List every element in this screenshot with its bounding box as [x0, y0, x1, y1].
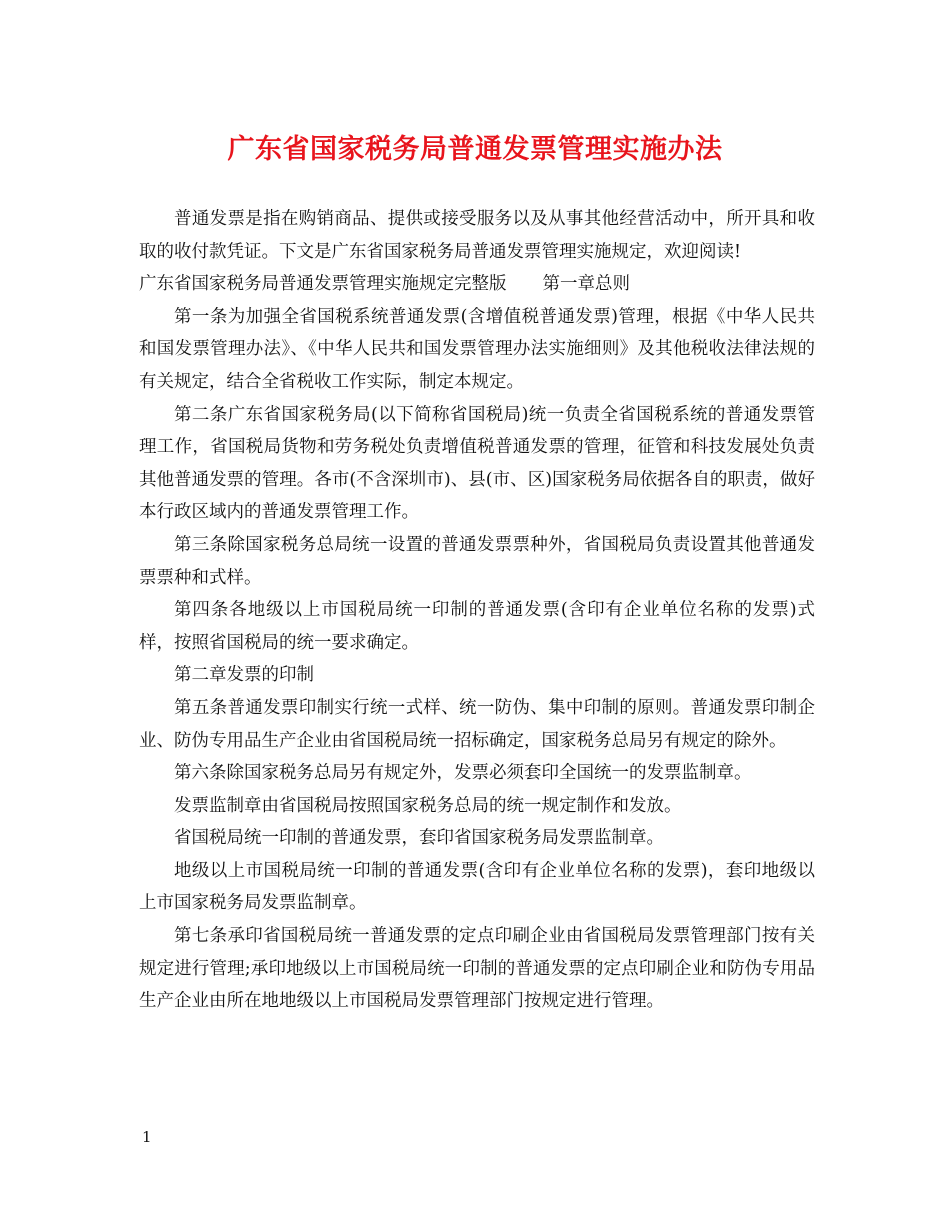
article-paragraph: 地级以上市国税局统一印制的普通发票(含印有企业单位名称的发票)，套印地级以上市国家税务局发票监制章。	[139, 860, 815, 914]
intro-text: 普通发票是指在购销商品、提供或接受服务以及从事其他经营活动中，所开具和收取的收付款凭证。下文是广东省国家税务局普通发票管理实施规定，欢迎阅读!	[139, 209, 815, 262]
subtitle-line	[139, 268, 815, 301]
article-paragraph: 第四条各地级以上市国税局统一印制的普通发票(含印有企业单位名称的发票)式样，按照省国税局的统一要求确定。	[139, 600, 815, 653]
page-number: 1	[142, 1128, 152, 1146]
article-paragraph: 第二条广东省国家税务局(以下简称省国税局)统一负责全省国税系统的普通发票管理工作，省国税局货物和劳务税处负责增值税普通发票的管理，征管和科技发展处负责其他普通发票的管理。各市(不含深圳市)、县(市、区)国家税务局依据各自的职责，做好本行政区域内的普通发票管理工作。	[139, 404, 815, 523]
document-body	[139, 203, 815, 1018]
article-paragraph: 第一条为加强全省国税系统普通发票(含增值税普通发票)管理，根据《中华人民共和国发票管理办法》、《中华人民共和国发票管理办法实施细则》及其他税收法律法规的有关规定，结合全省税收工作实际，制定本规定。	[139, 306, 815, 392]
article-paragraph: 省国税局统一印制的普通发票，套印省国家税务局发票监制章。	[174, 828, 664, 849]
article-paragraph: 第六条除国家税务总局另有规定外，发票必须套印全国统一的发票监制章。	[174, 763, 752, 784]
chapter-heading: 第一章总则	[542, 274, 630, 295]
article-paragraph: 第三条除国家税务总局统一设置的普通发票票种外，省国税局负责设置其他普通发票票种和式样。	[139, 534, 815, 588]
subtitle-text: 广东省国家税务局普通发票管理实施规定完整版	[139, 274, 507, 295]
intro-paragraph	[139, 203, 815, 268]
article-paragraph: 第五条普通发票印制实行统一式样、统一防伪、集中印制的原则。普通发票印制企业、防伪专用品生产企业由省国税局统一招标确定，国家税务总局另有规定的除外。	[139, 697, 815, 751]
chapter-heading: 第二章发票的印制	[174, 665, 314, 686]
article-paragraph: 第七条承印省国税局统一普通发票的定点印刷企业由省国税局发票管理部门按有关规定进行管理;承印地级以上市国税局统一印制的普通发票的定点印刷企业和防伪专用品生产企业由所在地地级以上市国税局发票管理部门按规定进行管理。	[139, 926, 815, 1012]
document-title: 广东省国家税务局普通发票管理实施办法	[227, 134, 723, 165]
article-paragraph: 发票监制章由省国税局按照国家税务总局的统一规定制作和发放。	[174, 795, 682, 816]
